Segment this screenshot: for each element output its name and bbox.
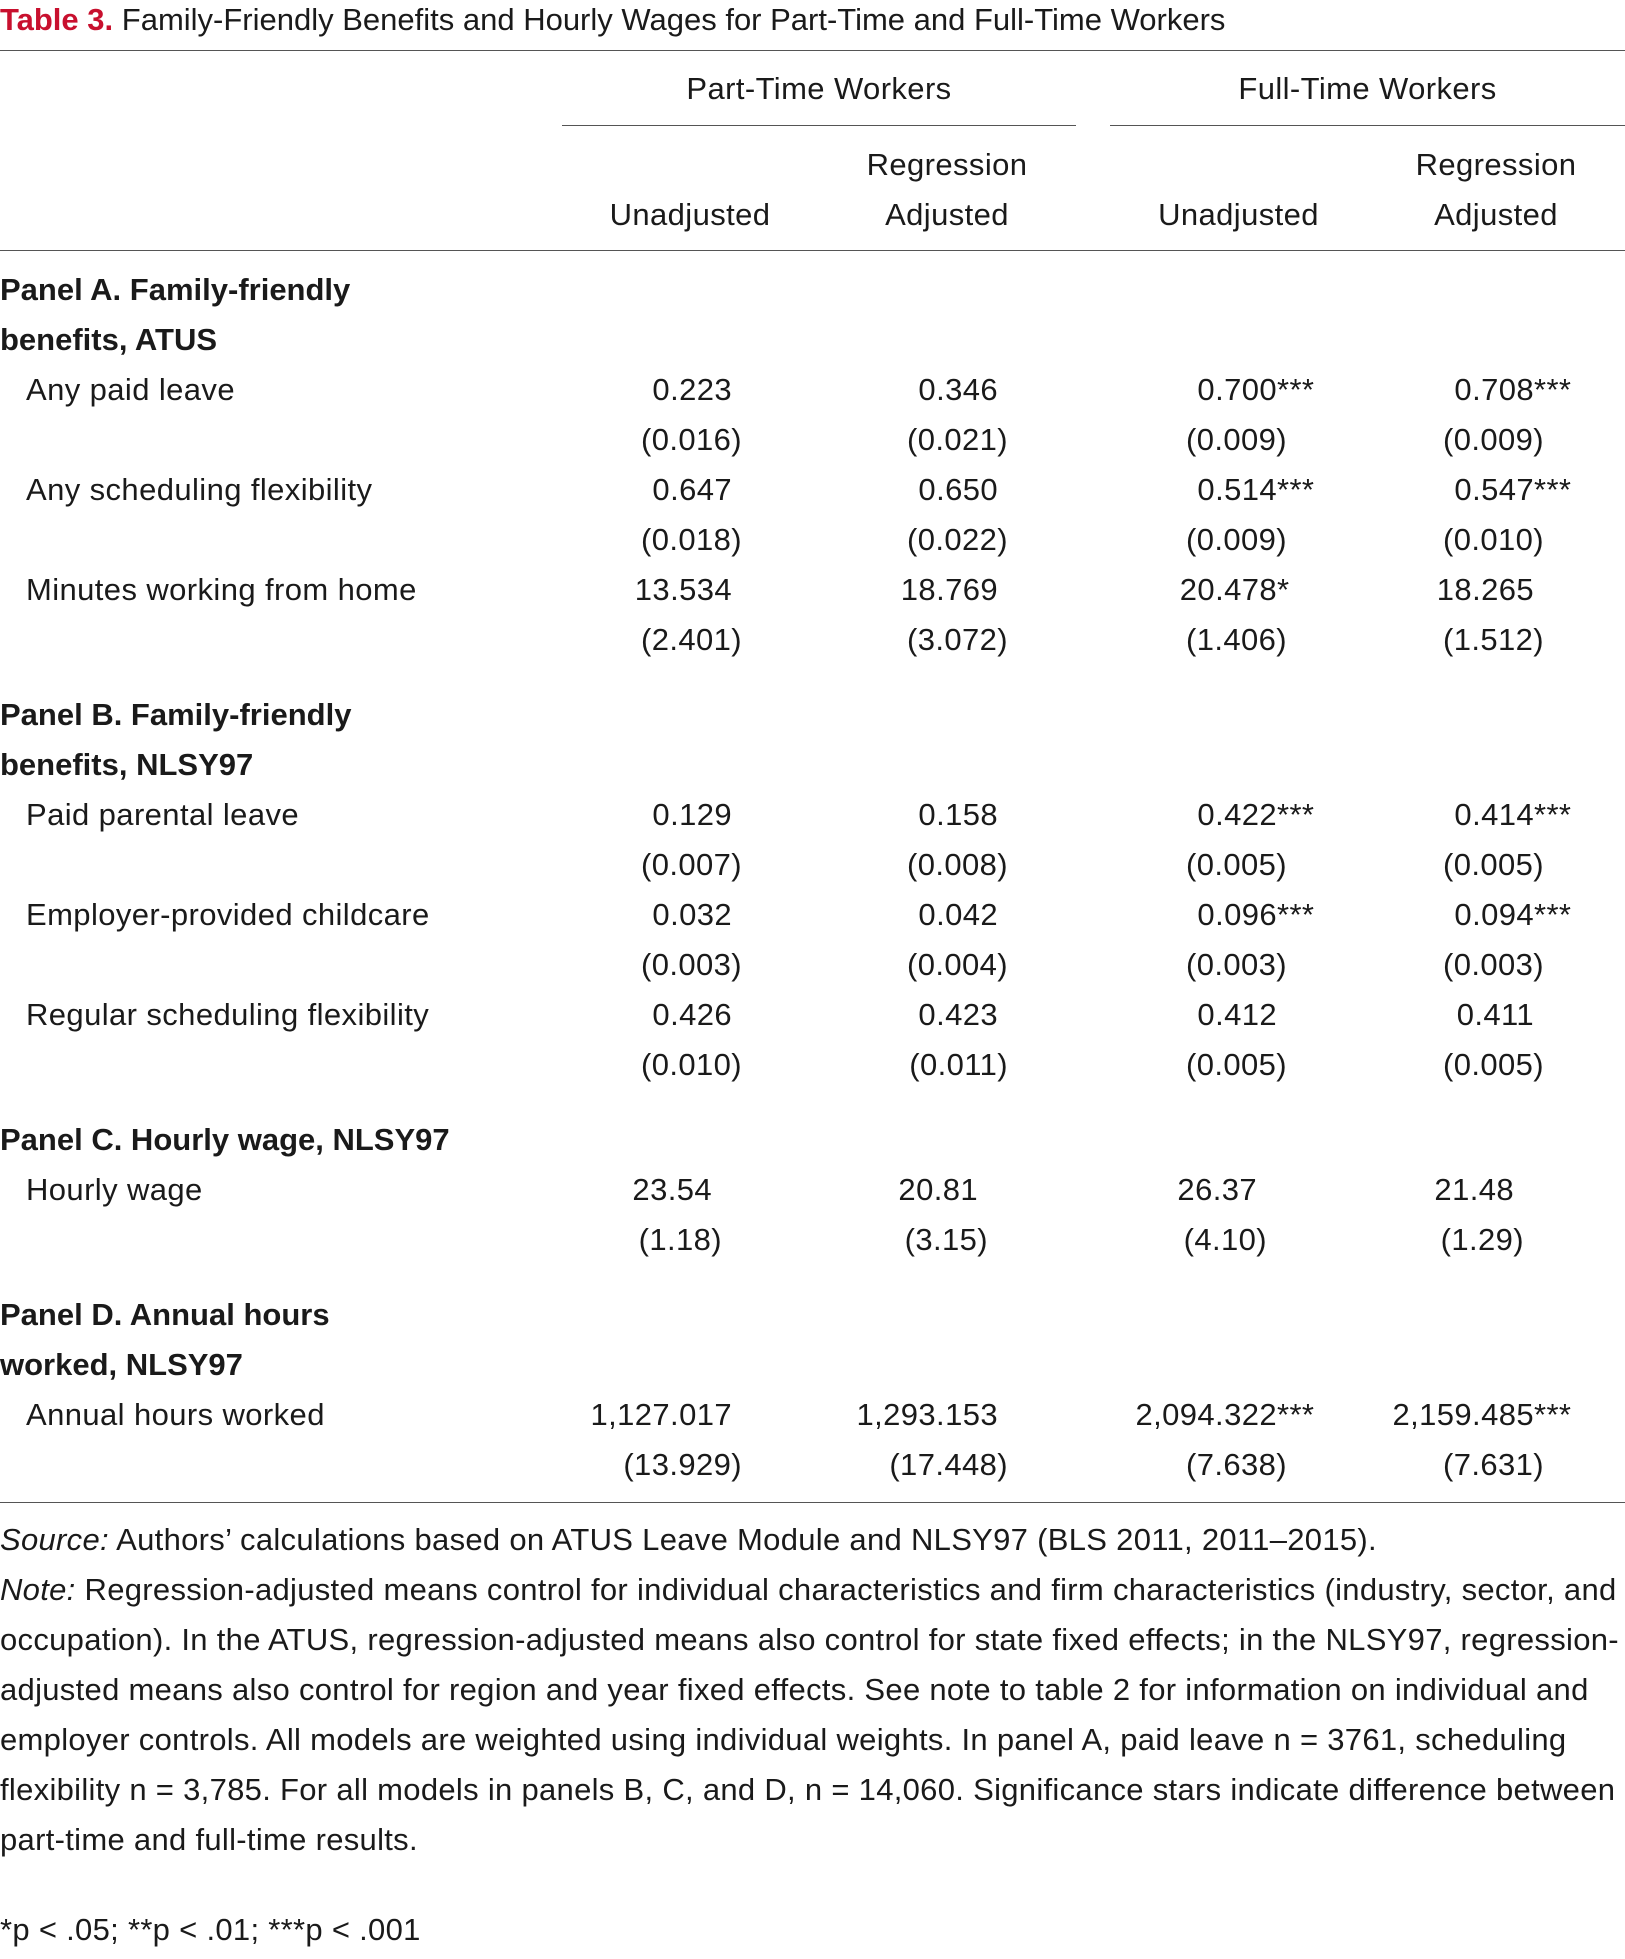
row-label: Annual hours worked <box>26 1397 325 1432</box>
cell-se: (4.10) <box>1183 1222 1267 1257</box>
cell-value: 0.032 <box>652 897 732 932</box>
source-text: Authors’ calculations based on ATUS Leave Module and NLSY97 (BLS 2011, 2011–2015). <box>108 1522 1377 1557</box>
column-header-line2: Adjusted <box>1434 197 1558 232</box>
cell-se: (0.010) <box>1442 522 1544 557</box>
cell-value: 0.547*** <box>1454 472 1572 507</box>
cell-se: (3.15) <box>904 1222 988 1257</box>
cell-value: 26.37 <box>1177 1172 1257 1207</box>
cell-value: 0.647 <box>652 472 732 507</box>
cell-se: (0.007) <box>640 847 742 882</box>
column-header-line2: Adjusted <box>885 197 1009 232</box>
cell-value: 0.650 <box>918 472 998 507</box>
cell-value: 0.096*** <box>1197 897 1315 932</box>
cell-se: (1.29) <box>1440 1222 1524 1257</box>
table-caption <box>0 0 1225 40</box>
cell-value: 0.708*** <box>1454 372 1572 407</box>
panel-title: Panel C. Hourly wage, NLSY97 <box>0 1122 450 1157</box>
cell-se: (0.005) <box>1185 847 1287 882</box>
cell-value: 0.094*** <box>1454 897 1572 932</box>
row-label: Employer-provided childcare <box>26 897 430 932</box>
cell-value: 18.265 <box>1436 572 1534 607</box>
group-header-full-time: Full-Time Workers <box>1238 71 1497 106</box>
panel-title: Panel B. Family-friendly <box>0 697 352 732</box>
cell-value: 0.223 <box>652 372 732 407</box>
cell-se: (7.631) <box>1442 1447 1544 1482</box>
row-label: Regular scheduling flexibility <box>26 997 430 1032</box>
column-header-line2: Unadjusted <box>1158 197 1319 232</box>
cell-value: 0.042 <box>918 897 998 932</box>
cell-value: 2,159.485*** <box>1392 1397 1572 1432</box>
cell-value: 0.158 <box>918 797 998 832</box>
cell-value: 0.411 <box>1456 997 1534 1032</box>
cell-value: 0.346 <box>918 372 998 407</box>
cell-se: (0.005) <box>1442 847 1544 882</box>
column-header-line1: Regression <box>866 147 1028 182</box>
cell-value: 1,293.153 <box>856 1397 998 1432</box>
cell-se: (0.010) <box>640 1047 742 1082</box>
panel-title: Panel A. Family-friendly <box>0 272 351 307</box>
cell-se: (0.003) <box>1185 947 1287 982</box>
cell-value: 0.426 <box>652 997 732 1032</box>
row-label: Any paid leave <box>26 372 235 407</box>
row-label: Paid parental leave <box>26 797 300 832</box>
cell-se: (0.009) <box>1185 422 1287 457</box>
cell-value: 1,127.017 <box>590 1397 732 1432</box>
note-text: Regression-adjusted means control for individual characteristics and firm characteristics (industry, sector, and occupation). In the ATUS, regression-adjusted means also control for state fixed effects; in the NLSY97, regression-adjusted means also control for region and year fixed effects. See note to table 2 for information on individual and employer controls. All models are weighted using individual weights. In panel A, paid leave n = 3761, scheduling flexibility n = 3,785. For all models in panels B, C, and D, n = 14,060. Significance stars indicate difference between part-time and full-time results. <box>0 1572 1619 1857</box>
cell-se: (2.401) <box>640 622 742 657</box>
cell-se: (0.018) <box>640 522 742 557</box>
cell-se: (0.009) <box>1185 522 1287 557</box>
panel-title: worked, NLSY97 <box>0 1347 243 1382</box>
cell-se: (1.512) <box>1442 622 1544 657</box>
cell-value: 23.54 <box>632 1172 712 1207</box>
panel-title: benefits, ATUS <box>0 322 218 357</box>
significance-note: *p < .05; **p < .01; ***p < .001 <box>0 1912 421 1947</box>
table-note <box>0 1565 1620 1865</box>
panel-title: benefits, NLSY97 <box>0 747 254 782</box>
cell-se: (0.005) <box>1442 1047 1544 1082</box>
column-header-line2: Unadjusted <box>609 197 771 232</box>
group-header-part-time: Part-Time Workers <box>686 71 952 106</box>
cell-se: (0.009) <box>1442 422 1544 457</box>
cell-se: (0.003) <box>1442 947 1544 982</box>
column-header-line1: Regression <box>1415 147 1577 182</box>
top-rule <box>0 50 1625 51</box>
group-rule-part-time <box>562 125 1076 126</box>
cell-se: (13.929) <box>623 1447 742 1482</box>
cell-se: (0.022) <box>906 522 1008 557</box>
cell-value: 21.48 <box>1434 1172 1514 1207</box>
cell-se: (0.008) <box>906 847 1008 882</box>
cell-value: 0.422*** <box>1197 797 1315 832</box>
cell-value: 0.412 <box>1197 997 1277 1032</box>
cell-value: 0.423 <box>918 997 998 1032</box>
cell-value: 0.700*** <box>1197 372 1315 407</box>
cell-value: 13.534 <box>634 572 732 607</box>
source-label: Source: <box>0 1522 109 1557</box>
cell-se: (0.005) <box>1185 1047 1287 1082</box>
row-label: Minutes working from home <box>26 572 417 607</box>
cell-se: (0.004) <box>906 947 1008 982</box>
header-rule <box>0 250 1625 251</box>
cell-value: 0.129 <box>652 797 732 832</box>
row-label: Hourly wage <box>26 1172 203 1207</box>
cell-se: (0.016) <box>640 422 742 457</box>
row-label: Any scheduling flexibility <box>26 472 373 507</box>
cell-value: 18.769 <box>900 572 998 607</box>
cell-value: 0.414*** <box>1454 797 1572 832</box>
cell-value: 20.478* <box>1179 572 1290 607</box>
cell-value: 0.514*** <box>1197 472 1315 507</box>
cell-se: (7.638) <box>1185 1447 1287 1482</box>
bottom-rule <box>0 1502 1625 1503</box>
group-rule-full-time <box>1110 125 1625 126</box>
cell-se: (0.011) <box>909 1047 1008 1082</box>
cell-se: (1.406) <box>1185 622 1287 657</box>
cell-se: (3.072) <box>906 622 1008 657</box>
cell-se: (1.18) <box>638 1222 722 1257</box>
cell-se: (0.021) <box>906 422 1008 457</box>
cell-value: 20.81 <box>898 1172 978 1207</box>
table-number: Table 3. <box>0 2 114 37</box>
table-title: Family-Friendly Benefits and Hourly Wages for Part-Time and Full-Time Workers <box>121 2 1226 37</box>
note-label: Note: <box>0 1572 76 1607</box>
cell-se: (17.448) <box>889 1447 1008 1482</box>
cell-se: (0.003) <box>640 947 742 982</box>
cell-value: 2,094.322*** <box>1135 1397 1315 1432</box>
panel-title: Panel D. Annual hours <box>0 1297 330 1332</box>
source-note <box>0 1515 1620 1565</box>
